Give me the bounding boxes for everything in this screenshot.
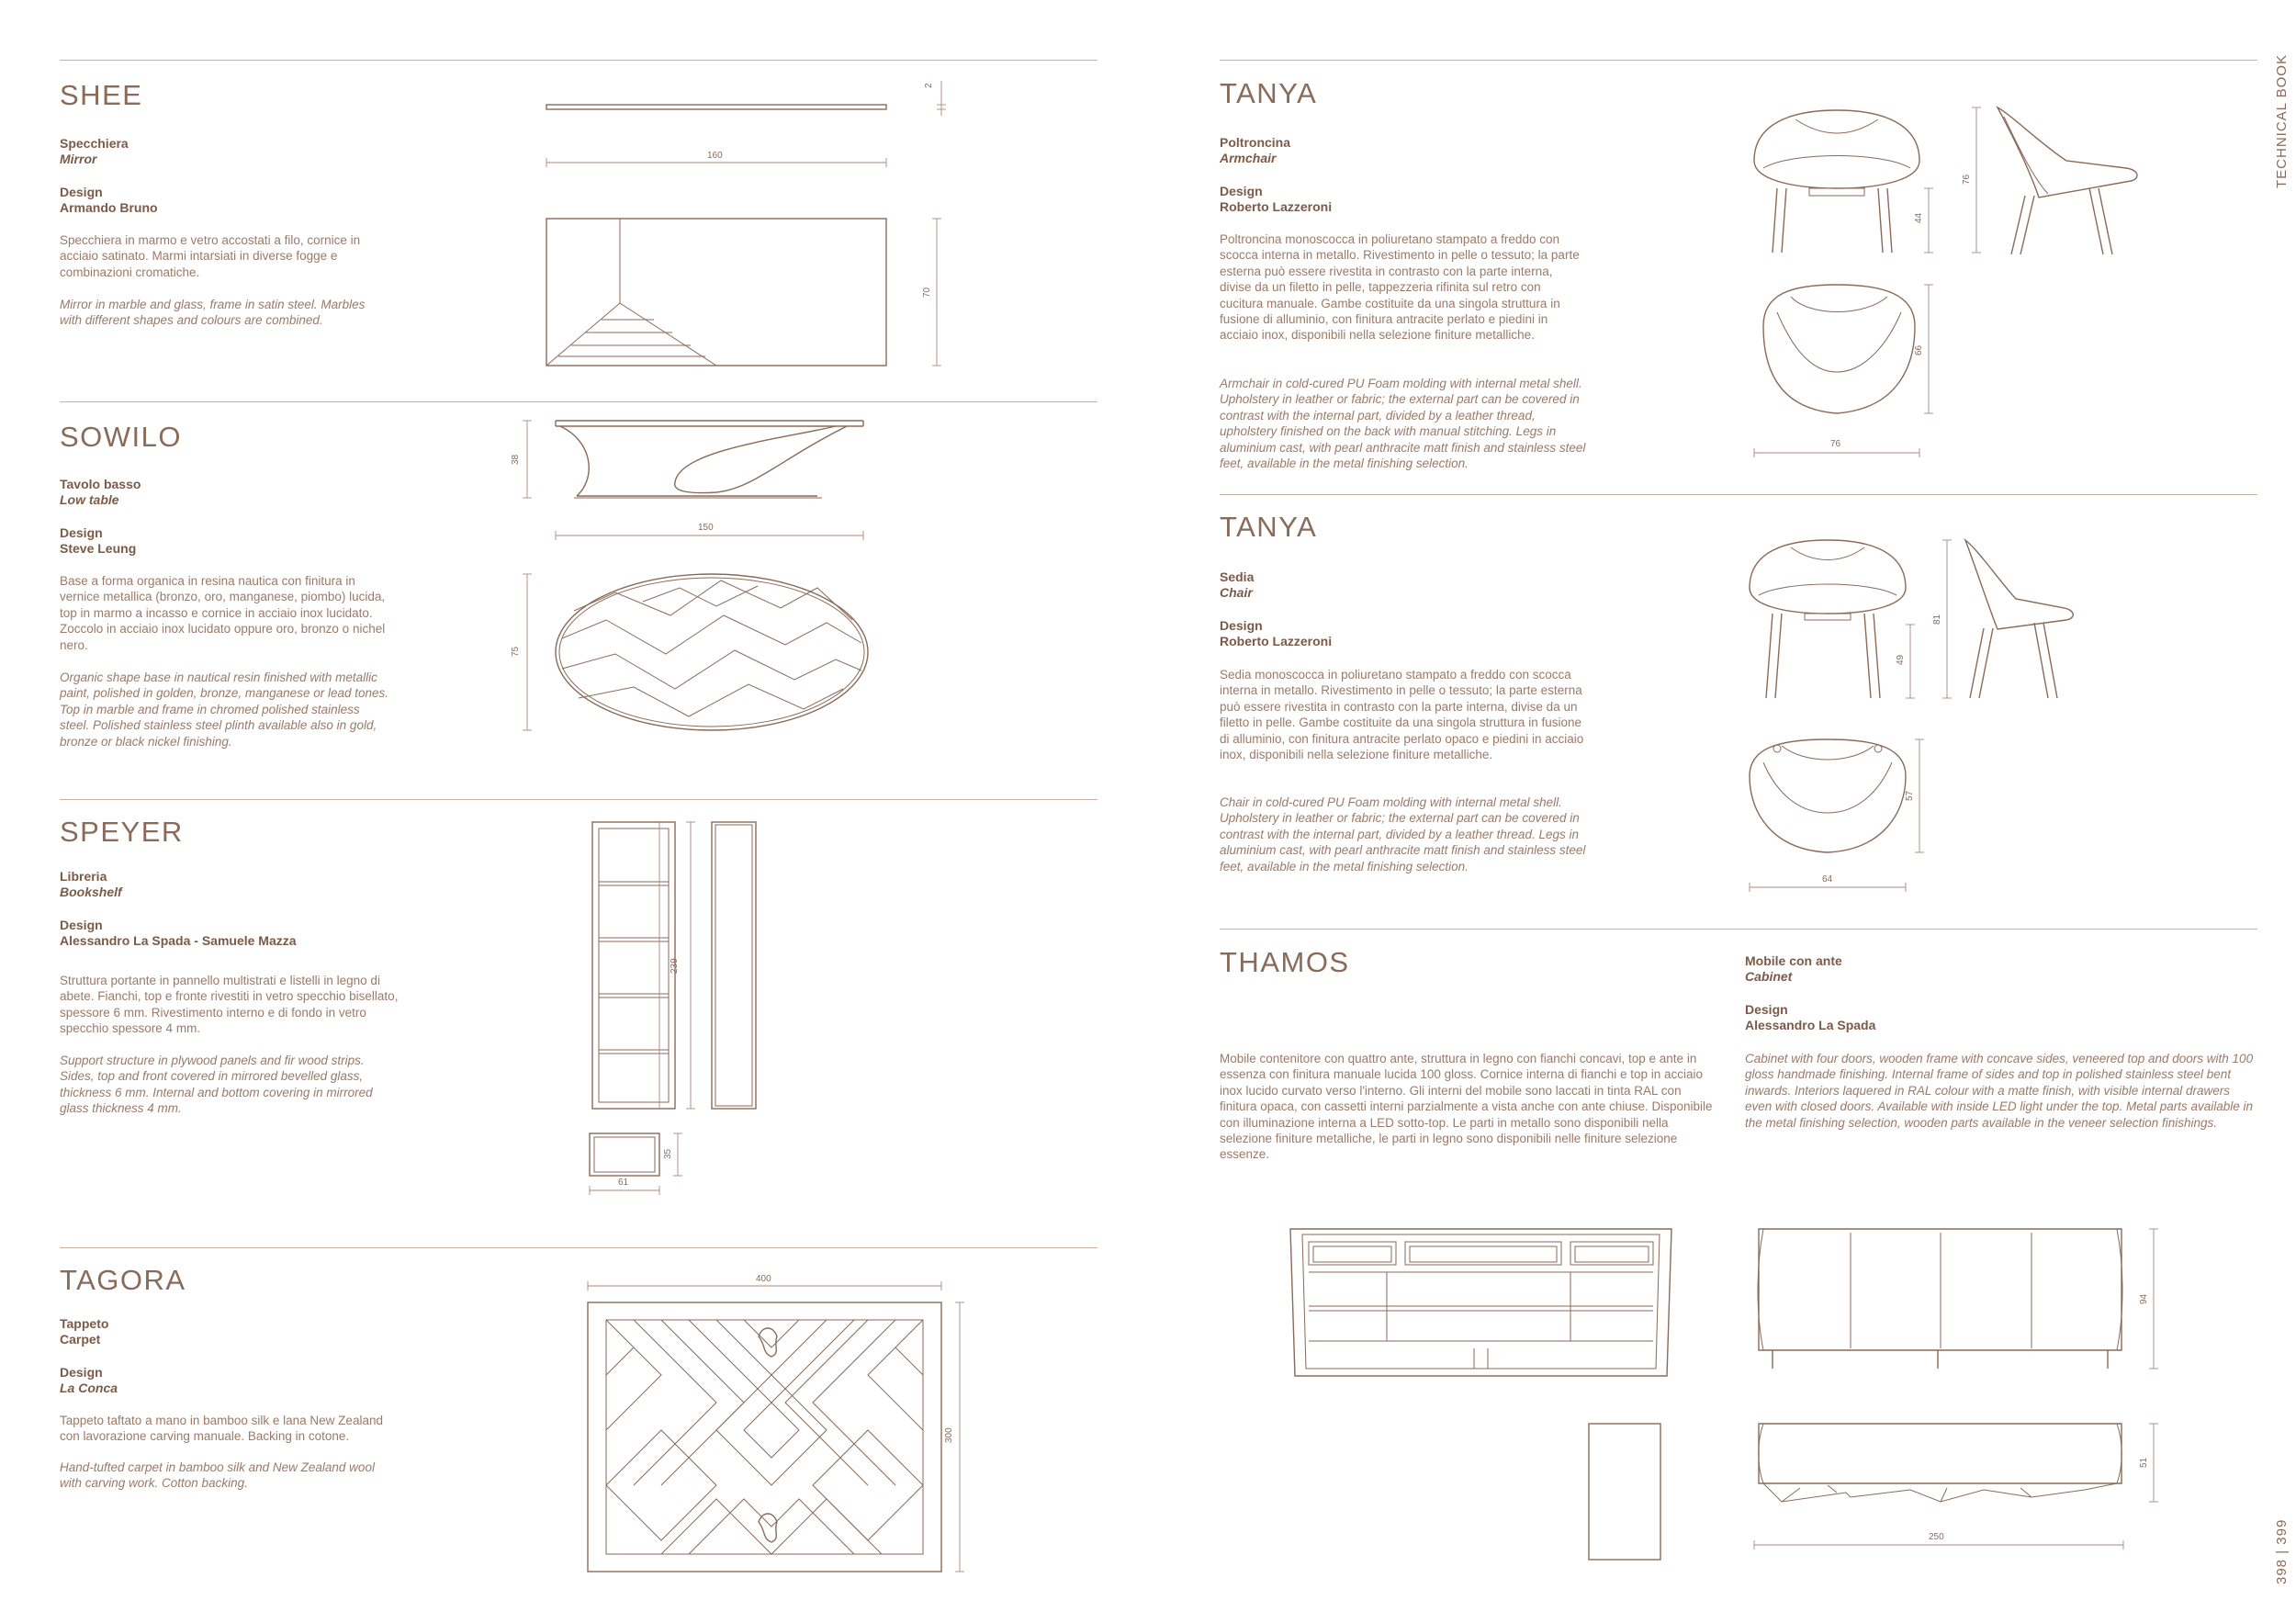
product-type-en: Armchair <box>1220 151 1277 165</box>
shee-drawing <box>533 73 955 377</box>
dim-depth: 66 <box>1914 344 1924 355</box>
product-type-it: Tappeto <box>60 1316 109 1331</box>
section-divider <box>60 1247 1097 1248</box>
product-type-en: Cabinet <box>1745 969 1793 984</box>
dim-seat: 44 <box>1914 212 1924 223</box>
product-type-en: Mirror <box>60 152 97 166</box>
section-divider <box>1220 60 2257 61</box>
section-divider <box>1220 494 2257 495</box>
description-it: Tappeto taftato a mano in bamboo silk e lana New Zealand con lavorazione carving manuale. Backing in cotone. <box>60 1414 383 1444</box>
designer-name: Armando Bruno <box>60 200 158 215</box>
design-label: Design <box>60 1365 103 1380</box>
designer-name: Alessandro La Spada <box>1745 1018 1876 1032</box>
tanya-armchair-drawing <box>1736 96 2158 464</box>
dim-height: 76 <box>1962 174 1972 185</box>
dim-depth: 75 <box>511 646 521 657</box>
technical-book-label: TECHNICAL BOOK <box>2274 54 2290 188</box>
product-type-it: Poltroncina <box>1220 135 1291 150</box>
dim-depth: 2 <box>924 83 934 88</box>
description-it: Specchiera in marmo e vetro accostati a filo, cornice in acciaio satinato. Marmi intarsiati in diverse fogge e combinazioni cromatiche. <box>60 233 361 279</box>
dim-width: 160 <box>707 151 723 161</box>
product-type-en: Low table <box>60 492 119 507</box>
product-type-it: Mobile con ante <box>1745 953 1842 968</box>
section-divider <box>60 799 1097 800</box>
product-name: SOWILO <box>60 421 183 453</box>
product-name: SPEYER <box>60 816 184 848</box>
designer-name: Alessandro La Spada - Samuele Mazza <box>60 933 297 948</box>
design-label: Design <box>1745 1002 1788 1017</box>
dim-height: 38 <box>511 454 521 465</box>
description-en: Organic shape base in nautical resin finished with metallic paint, polished in golden, bronze, manganese or lead tones. Top in marble and frame in chromed polished stainless steel. Polished stainless steel plinth available also in gold, bronze or black nickel finishing. <box>60 671 389 749</box>
design-label: Design <box>60 918 103 932</box>
description-en: Hand-tufted carpet in bamboo silk and New Zealand wool with carving work. Cotton backing. <box>60 1460 375 1491</box>
dim-length: 300 <box>944 1427 954 1443</box>
dim-width: 400 <box>756 1274 771 1284</box>
product-name: SHEE <box>60 79 143 111</box>
dim-depth: 35 <box>663 1148 673 1159</box>
thamos-drawing <box>1286 1222 2186 1571</box>
dim-depth: 51 <box>2139 1457 2149 1468</box>
dim-height: 94 <box>2139 1293 2149 1304</box>
description-it: Base a forma organica in resina nautica con finitura in vernice metallica (bronzo, oro, manganese, piombo) lucida, top in marmo a incasso e cornice in acciaio inox lucidato. Zoccolo in acciaio inox lucidato oppure oro, bronzo o nichel nero. <box>60 574 386 652</box>
product-name: TANYA <box>1220 511 1318 543</box>
product-name: THAMOS <box>1220 946 1350 978</box>
product-type-it: Sedia <box>1220 569 1255 584</box>
design-label: Design <box>1220 618 1263 633</box>
product-type-it: Libreria <box>60 869 107 884</box>
product-type-en: Carpet <box>60 1332 101 1347</box>
designer-name: Roberto Lazzeroni <box>1220 634 1333 648</box>
design-label: Design <box>60 525 103 540</box>
product-type-it: Specchiera <box>60 136 129 151</box>
description-it: Poltroncina monoscocca in poliuretano stampato a freddo con scocca interna in metallo. Rivestimento in pelle o tessuto; la parte esterna può essere rivestita in contrasto con la parte interna, divise da un filetto in pelle, tappezzeria rifinita sul retro con cucitura manuale. Gambe costituite da una singola struttura in fusione di alluminio, con finitura antracite perlato e piedini in acciaio inox, disponibili nella selezione finiture metalliche. <box>1220 232 1580 343</box>
dim-width: 76 <box>1830 439 1841 449</box>
product-type-it: Tavolo basso <box>60 477 141 491</box>
product-type-en: Chair <box>1220 585 1253 600</box>
speyer-drawing <box>569 817 790 1203</box>
dim-depth: 57 <box>1905 790 1915 801</box>
section-divider <box>60 401 1097 402</box>
description-en: Mirror in marble and glass, frame in satin steel. Marbles with different shapes and colours are combined. <box>60 298 366 328</box>
description-en: Armchair in cold-cured PU Foam molding with internal metal shell. Upholstery in leather or fabric; the external part can be covered in contrast with the internal part, divided by a leather thread, upholstery finished on the back with manual stitching. Legs in aluminium cast, with pearl anthracite matt finish and stainless steel feet, available in the metal finishing selection. <box>1220 377 1586 471</box>
product-name: TAGORA <box>60 1264 186 1296</box>
sowilo-drawing <box>505 413 891 772</box>
design-label: Design <box>60 185 103 199</box>
description-it: Mobile contenitore con quattro ante, struttura in legno con fianchi concavi, top e ante in essenza con finitura manuale lucida 100 gloss. Cornice interna di fianchi e top in acciaio inox lucido curvato verso l'interno. Gli interni del mobile sono laccati in tinta RAL con finitura opaca, con cassetti interni parzialmente a vista anche con ante chiuse. Disponibile con illuminazione interna a LED sotto-top. Le parti in metallo sono disponibili nella selezione finiture metalliche, le parti in legno sono disponibili nelle finiture selezione essenze. <box>1220 1052 1713 1162</box>
dim-width: 250 <box>1929 1532 1944 1542</box>
page-numbers: 398 | 399 <box>2274 1518 2290 1584</box>
description-en: Chair in cold-cured PU Foam molding with internal metal shell. Upholstery in leather or fabric; the external part can be covered in contrast with the internal part, divided by a leather thread. Legs in aluminium cast, with pearl anthracite matt finish and stainless steel feet, available in the metal finishing selection. <box>1220 795 1586 873</box>
description-en: Cabinet with four doors, wooden frame with concave sides, veneered top and doors with 100 gloss handmade finishing. Internal frame of sides and top in polished stainless steel bent inwards. Interiors laquered in RAL colour with a matte finish, with visible internal drawers even with closed doors. Available with inside LED light under the top. Metal parts available in the metal finishing selection, wooden parts available in the veneer selection finishings. <box>1745 1052 2254 1130</box>
dim-height: 70 <box>922 287 932 298</box>
description-it: Struttura portante in pannello multistrati e listelli in legno di abete. Fianchi, top e fronte rivestiti in vetro specchio bisellato, spessore 6 mm. Rivestimento interno e di fondo in vetro specchio spessore 4 mm. <box>60 974 399 1036</box>
section-divider <box>60 60 1097 61</box>
tanya-chair-drawing <box>1736 533 2103 900</box>
designer-name: Roberto Lazzeroni <box>1220 199 1333 214</box>
designer-name: La Conca <box>60 1381 118 1395</box>
dim-height: 239 <box>670 958 680 974</box>
tagora-drawing <box>579 1272 974 1584</box>
description-it: Sedia monoscocca in poliuretano stampato a freddo con scocca interna in metallo. Rivestimento in pelle o tessuto; la parte esterna può essere rivestita in contrasto con la parte interna, divise da un filetto in pelle. Gambe costituite da una singola struttura in fusione di alluminio, con finitura antracite perlato opaco e piedini in acciaio inox, disponibili nella selezione finiture metalliche. <box>1220 668 1584 762</box>
dim-height: 81 <box>1932 614 1942 625</box>
description-en: Support structure in plywood panels and fir wood strips. Sides, top and front covered in mirrored bevelled glass, thickness 6 mm. Internal and bottom covering in mirrored glass thickness 4 mm. <box>60 1054 373 1116</box>
section-divider <box>1220 929 2257 930</box>
dim-width: 61 <box>618 1178 629 1188</box>
design-label: Design <box>1220 184 1263 198</box>
product-name: TANYA <box>1220 77 1318 109</box>
dim-seat: 49 <box>1896 654 1906 665</box>
dim-width: 150 <box>698 523 714 533</box>
designer-name: Steve Leung <box>60 541 137 556</box>
dim-width: 64 <box>1822 874 1833 885</box>
product-type-en: Bookshelf <box>60 885 122 899</box>
